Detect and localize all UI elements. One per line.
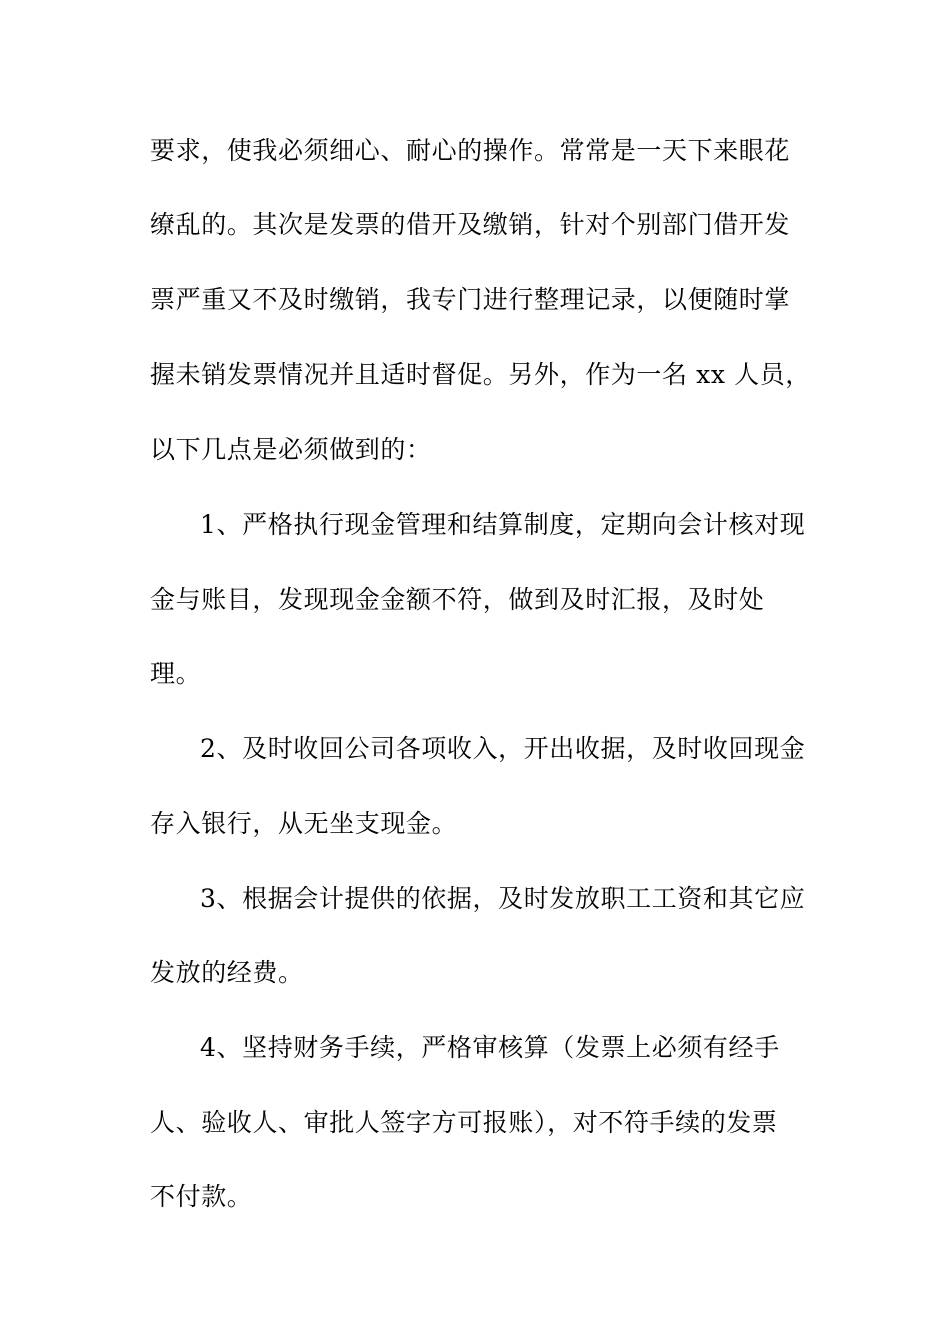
paragraph-intro-line-2: 缭乱的。其次是发票的借开及缴销，针对个别部门借开发 [150, 210, 791, 239]
item-4-line-1: 4、坚持财务手续，严格审核算（发票上必须有经手 [200, 1033, 780, 1062]
item-2-line-1: 2、及时收回公司各项收入，开出收据，及时收回现金 [200, 734, 806, 763]
item-1-line-1: 1、严格执行现金管理和结算制度，定期向会计核对现 [200, 510, 806, 539]
paragraph-intro-line-5: 以下几点是必须做到的： [150, 435, 432, 464]
item-1-line-2: 金与账目，发现现金金额不符，做到及时汇报，及时处 [150, 585, 765, 614]
item-4-line-2: 人、验收人、审批人签字方可报账），对不符手续的发票 [150, 1108, 778, 1137]
item-2-line-2: 存入银行，从无坐支现金。 [150, 809, 458, 838]
paragraph-intro-line-3: 票严重又不及时缴销，我专门进行整理记录，以便随时掌 [150, 285, 791, 314]
paragraph-intro-line-4: 握未销发票情况并且适时督促。另外，作为一名 xx 人员， [150, 360, 811, 389]
paragraph-intro-line-1: 要求，使我必须细心、耐心的操作。常常是一天下来眼花 [150, 136, 791, 165]
item-4-line-3: 不付款。 [150, 1182, 253, 1211]
item-3-line-1: 3、根据会计提供的依据，及时发放职工工资和其它应 [200, 884, 806, 913]
item-1-line-3: 理。 [150, 659, 202, 688]
item-3-line-2: 发放的经费。 [150, 958, 304, 987]
